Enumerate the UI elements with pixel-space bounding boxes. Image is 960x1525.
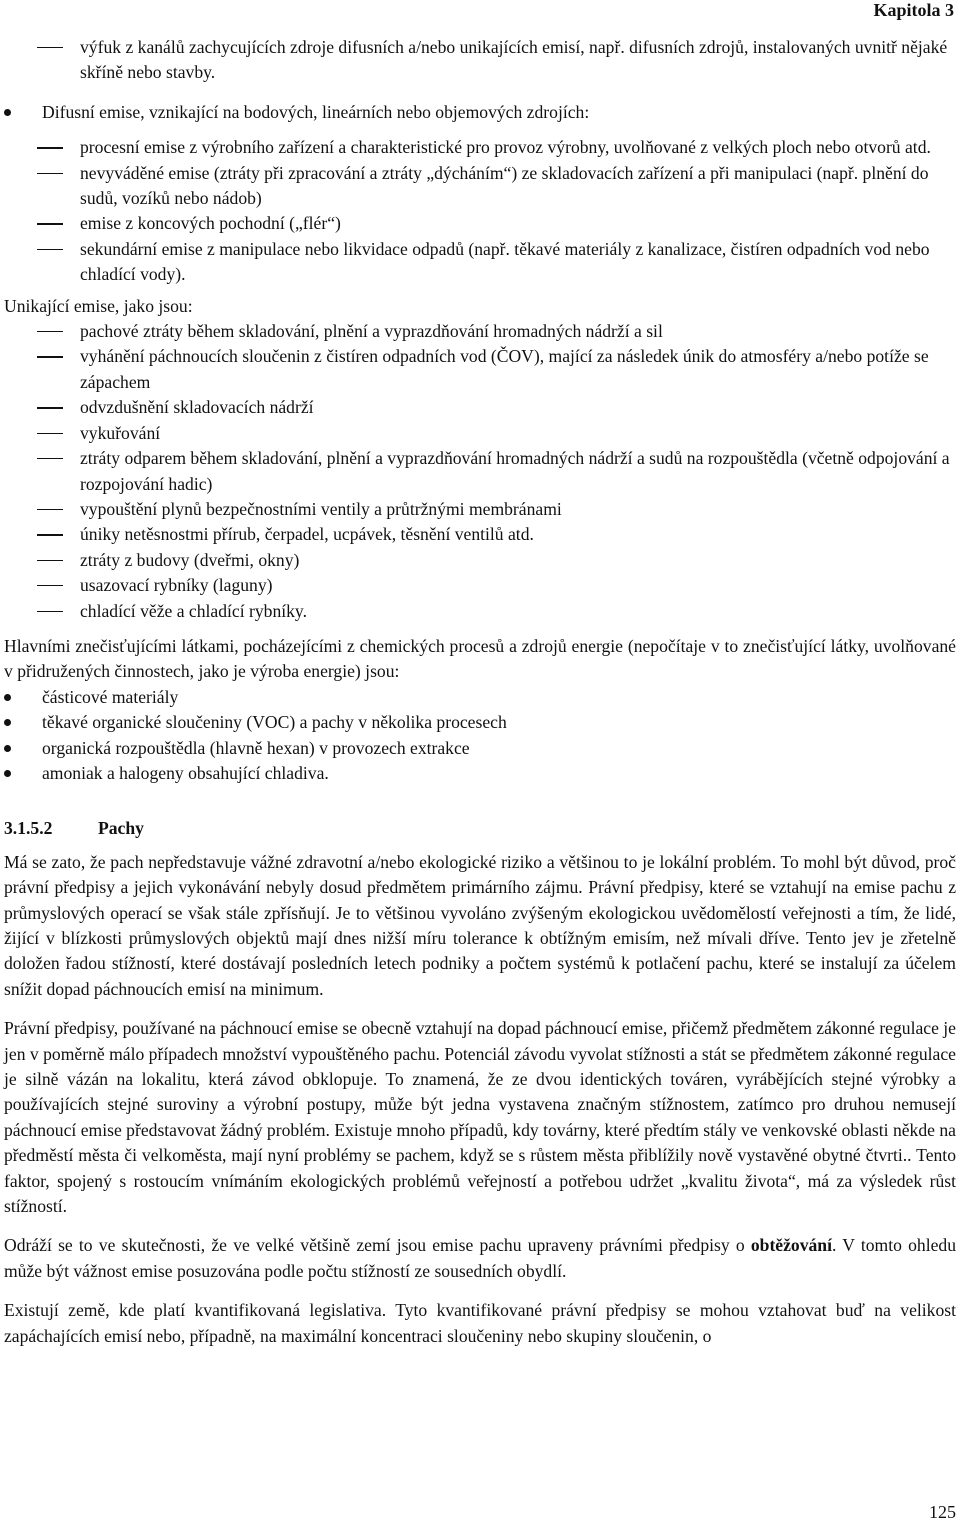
bullet-item: amoniak a halogeny obsahující chladiva. <box>4 761 956 786</box>
paragraph <box>4 1233 956 1284</box>
list-item: usazovací rybníky (laguny) <box>4 573 956 598</box>
pollutants-intro: Hlavními znečisťujícími látkami, pocházejícími z chemických procesů a zdrojů energie (nepočítaje v to znečisťující látky, uvolňované v přidružených činnostech, jako je výroba energie) jsou: <box>4 635 956 682</box>
list-item: chladící věže a chladící rybníky. <box>4 599 956 624</box>
list-item: vykuřování <box>4 421 956 446</box>
pollutants-section <box>4 634 956 786</box>
bullet-item: organická rozpouštědla (hlavně hexan) v provozech extrakce <box>4 736 956 761</box>
diffuse-section <box>4 100 956 288</box>
list-item: emise z koncových pochodní („flér“) <box>4 211 956 236</box>
page-body <box>4 0 956 1349</box>
paragraph: Má se zato, že pach nepředstavuje vážné zdravotní a/nebo ekologické riziko a většinou to je lokální problém. To mohl být důvod, proč právní předpisy a jejich vykonávání nebyly dosud předmětem primárního zájmu. Právní předpisy, které se vztahují na emise pachu z průmyslových operací se však stále zpřísňují. Je to většinou vyvoláno zvýšeným ekologickou uvědomělostí veřejnosti a tím, že lidé, žijící v blízkosti průmyslových objektů mají dnes nižší míru tolerance k obtížným emisím, než mívali dříve. Tento jev je zřetelně doložen řadou stížností, které dostávají posledních letech podniky a počtem systémů k potlačení pachu, které se instalují za účelem snížit dopad páchnoucích emisí na minimum. <box>4 851 956 999</box>
bullet-item: Difusní emise, vznikající na bodových, lineárních nebo objemových zdrojích: <box>4 100 956 125</box>
list-item: vyhánění páchnoucích sloučenin z čistíren odpadních vod (ČOV), mající za následek únik do atmosféry a/nebo potíže se zápachem <box>4 344 956 395</box>
paragraph: Právní předpisy, používané na páchnoucí emise se obecně vztahují na dopad páchnoucí emise, přičemž předmětem zákonné regulace je jen v poměrně málo případech množství vypouštěného pachu. Potenciál závodu vyvolat stížnosti a stát se předmětem zákonné regulace je silně vázán na lokalitu, která závod obklopuje. To znamená, že ze dvou identických továren, vyrábějících stejné výrobky a používajících stejné suroviny a výrobní postupy, může být jedna vystavena značným stížnostem, zatímco pro druhou nemusejí páchnoucí emise představovat žádný problém. Existuje mnoho případů, kdy továrny, které předtím stály ve venkovské oblasti někde na předměstí města či velkoměsta, mají nyní problémy se pachem, když se s růstem města přiblížily nově vystavěné obytné čtvrti.. Tento faktor, spojený s rostoucím vnímáním ekologických problémů veřejností a potřebou udržet „kvalitu života“, má za výsledek růst stížností. <box>4 1018 956 1217</box>
page-number: 125 <box>929 1501 956 1522</box>
list-item: ztráty odparem během skladování, plnění a vyprazdňování hromadných nádrží a sudů na rozpouštědla (včetně odpojování a rozpojování hadic) <box>4 446 956 497</box>
list-item: sekundární emise z manipulace nebo likvidace odpadů (např. těkavé materiály z kanalizace, čistíren odpadních vod nebo chladící vody). <box>4 237 956 288</box>
paragraph: Existují země, kde platí kvantifikovaná legislativa. Tyto kvantifikované právní předpisy se mohou vztahovat buď na velikost zapáchajících emisí nebo, případně, na maximální koncentraci sloučeniny nebo skupiny sloučenin, o <box>4 1300 956 1346</box>
list-item: nevyváděné emise (ztráty při zpracování a ztráty „dýcháním“) ze skladovacích zařízení a při manipulaci (např. plnění do sudů, vozíků nebo nádob) <box>4 161 956 212</box>
chapter-header: Kapitola 3 <box>873 0 954 20</box>
bullet-item: částicové materiály <box>4 685 956 710</box>
list-item: výfuk z kanálů zachycujících zdroje difusních a/nebo unikajících emisí, např. difusních zdrojů, instalovaných uvnitř nějaké skříně nebo stavby. <box>4 35 956 86</box>
section-number: 3.1.5.2 <box>4 818 53 839</box>
fugitive-intro: Unikající emise, jako jsou: <box>4 295 193 316</box>
section-title: Pachy <box>98 818 144 839</box>
fugitive-section <box>4 294 956 624</box>
paragraph-text: . V tomto ohledu může být vážnost emise posuzována podle počtu stížností ze sousedních obydlí. <box>4 1235 956 1281</box>
section-heading <box>4 816 956 841</box>
bold-term: obtěžování <box>750 1235 832 1256</box>
list-item: vypouštění plynů bezpečnostními ventily a průtržnými membránami <box>4 497 956 522</box>
list-item: procesní emise z výrobního zařízení a charakteristické pro provoz výrobny, uvolňované z velkých ploch nebo otvorů atd. <box>4 135 956 160</box>
list-item: odvzdušnění skladovacích nádrží <box>4 395 956 420</box>
list-item: pachové ztráty během skladování, plnění a vyprazdňování hromadných nádrží a sil <box>4 319 956 344</box>
list-item: ztráty z budovy (dveřmi, okny) <box>4 548 956 573</box>
list-item: úniky netěsnostmi přírub, čerpadel, ucpávek, těsnění ventilů atd. <box>4 522 956 547</box>
paragraph-text: Odráží se to ve skutečnosti, že ve velké většině zemí jsou emise pachu upraveny právními předpisy o <box>4 1235 751 1256</box>
bullet-item: těkavé organické sloučeniny (VOC) a pachy v několika procesech <box>4 710 956 735</box>
